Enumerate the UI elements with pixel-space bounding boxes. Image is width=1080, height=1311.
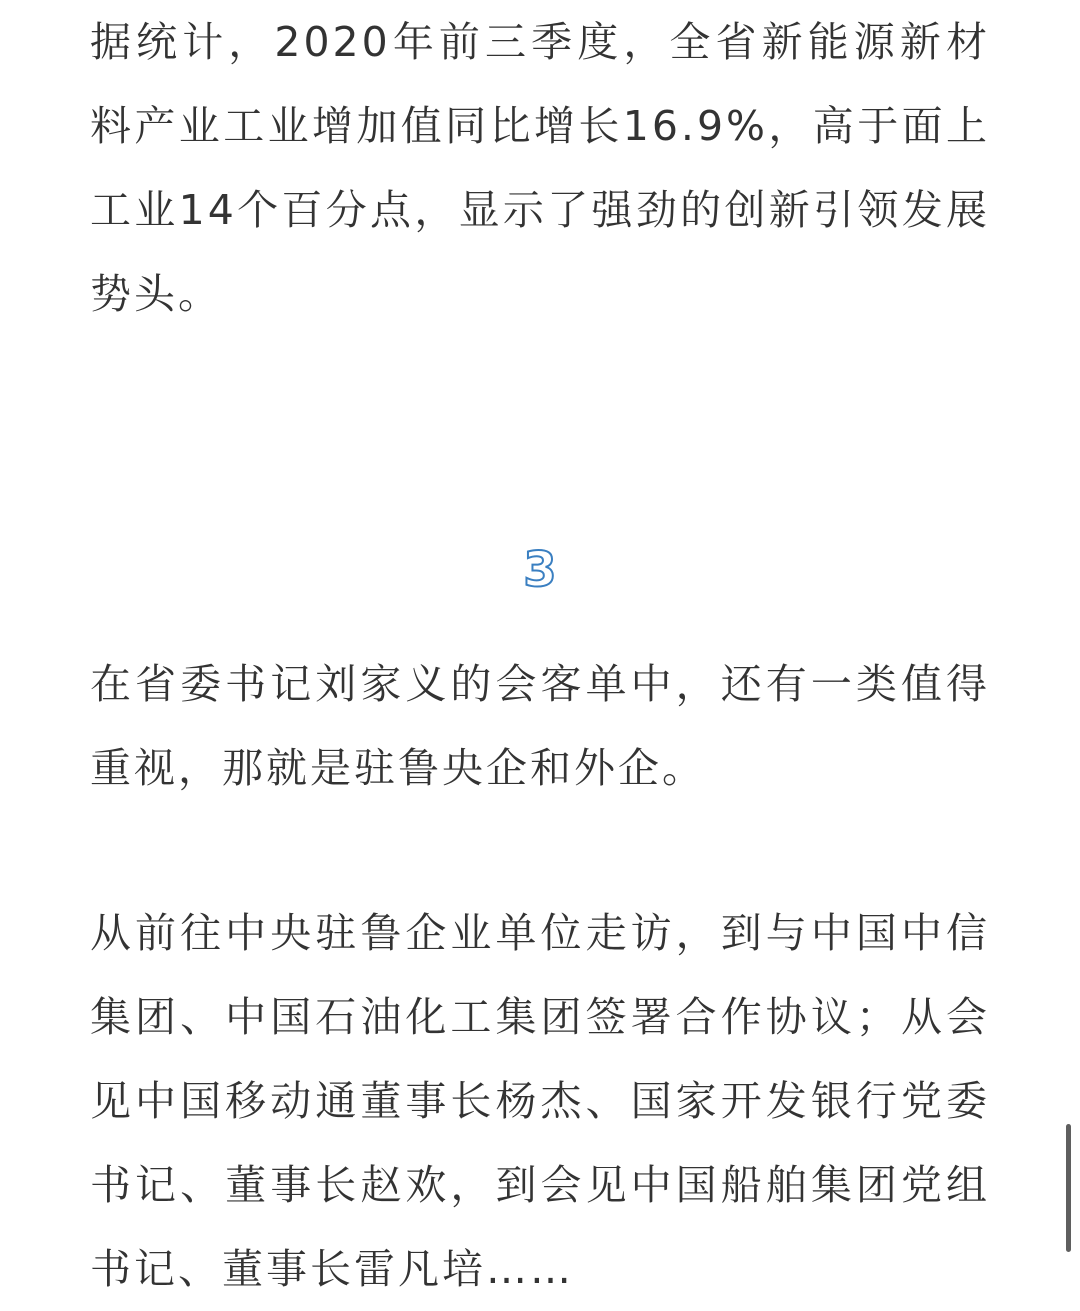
vertical-scrollbar[interactable] <box>1066 1124 1071 1252</box>
article-paragraph: 从前往中央驻鲁企业单位走访，到与中国中信集团、中国石油化工集团签署合作协议；从会见中国移动通董事长杨杰、国家开发银行党委书记、董事长赵欢，到会见中国船舶集团党组书记、董事长雷凡培…… <box>90 909 990 1293</box>
section-number-marker: 3 <box>523 542 557 598</box>
article-body <box>90 0 990 1293</box>
article-paragraph: 在省委书记刘家义的会客单中，还有一类值得重视，那就是驻鲁央企和外企。 <box>90 660 990 792</box>
article-paragraph: 据统计，2020年前三季度，全省新能源新材料产业工业增加值同比增长16.9%，高于面上工业14个百分点，显示了强劲的创新引领发展势头。 <box>90 18 990 318</box>
